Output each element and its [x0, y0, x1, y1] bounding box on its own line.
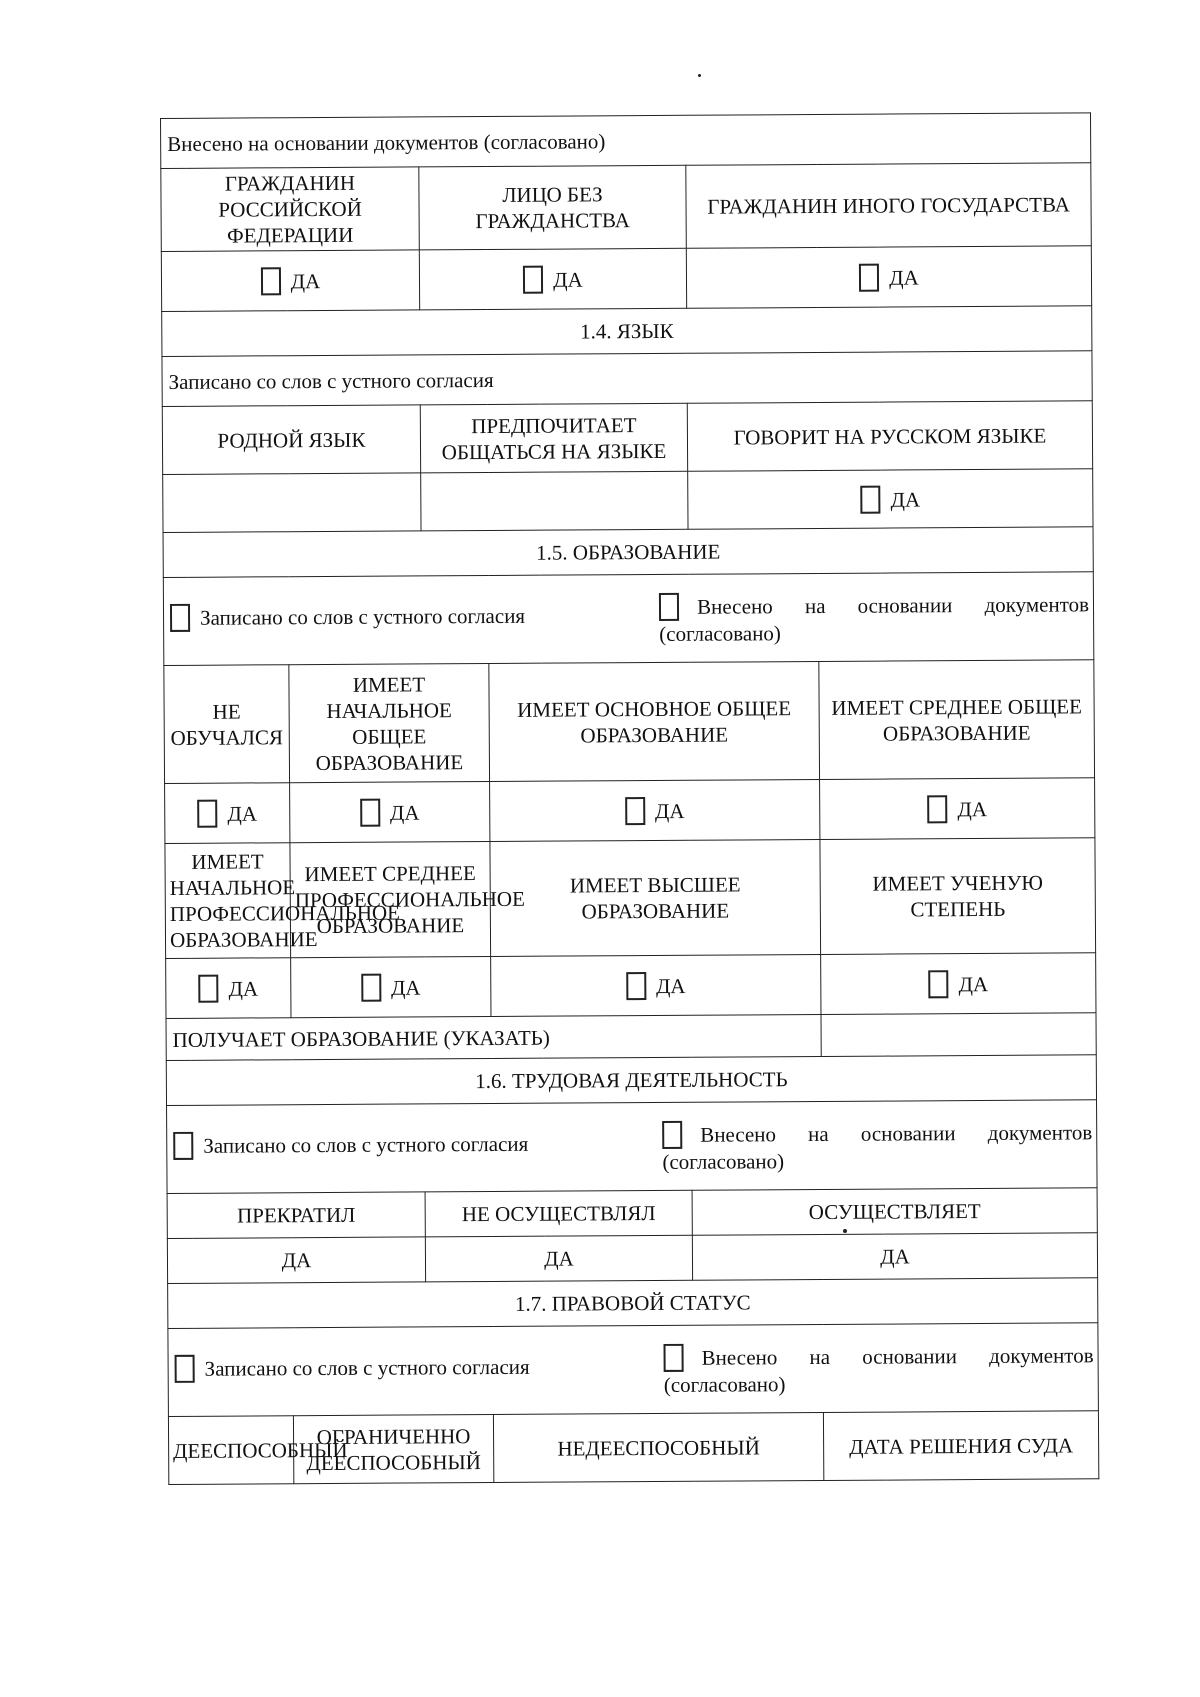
option-speaks-russian — [688, 469, 1093, 529]
header-higher-education: ИМЕЕТ ВЫСШЕЕ ОБРАЗОВАНИЕ — [490, 839, 821, 956]
studying-value[interactable] — [821, 1013, 1096, 1057]
option-higher-education — [491, 954, 821, 1016]
section-title-legal-status: 1.7. ПРАВОВОЙ СТАТУС — [168, 1278, 1098, 1329]
option-primary-vocational — [166, 958, 291, 1019]
option-secondary-general — [820, 778, 1095, 840]
checkbox-documents-consent[interactable] — [662, 1120, 682, 1148]
checkbox[interactable] — [927, 795, 947, 823]
section-title-work: 1.6. ТРУДОВАЯ ДЕЯТЕЛЬНОСТЬ — [166, 1055, 1096, 1106]
checkbox-documents-consent[interactable] — [664, 1343, 684, 1371]
header-never-worked: НЕ ОСУЩЕСТВЛЯЛ — [425, 1190, 692, 1237]
option-primary-general — [290, 781, 490, 842]
checkbox-oral-consent[interactable] — [175, 1354, 195, 1382]
docs-consent-tail: (согласовано) — [663, 1371, 786, 1397]
yes-label: ДА — [890, 487, 921, 512]
docs-consent-word: Внесено — [696, 593, 773, 619]
scan-speck — [698, 74, 701, 77]
docs-consent-word: основании — [862, 1343, 958, 1369]
oral-consent-label: Записано со слов с устного согласия — [203, 1131, 529, 1158]
yes-label: ДА — [655, 973, 686, 999]
option-foreign-citizen — [686, 246, 1091, 308]
header-court-decision-date: ДАТА РЕШЕНИЯ СУДА — [823, 1411, 1098, 1481]
yes-label: ДА — [889, 265, 919, 290]
docs-consent-word: документов — [984, 591, 1090, 617]
header-basic-general: ИМЕЕТ ОСНОВНОЕ ОБЩЕЕ ОБРАЗОВАНИЕ — [489, 661, 820, 781]
checkbox-oral-consent[interactable] — [173, 1131, 193, 1159]
registration-form — [160, 112, 1099, 1485]
yes-label: ДА — [958, 972, 989, 997]
citizenship-basis: Внесено на основании документов (согласовано) — [161, 113, 1091, 169]
header-stopped-working: ПРЕКРАТИЛ — [167, 1192, 425, 1239]
yes-label: ДА — [228, 976, 259, 1001]
checkbox[interactable] — [523, 266, 543, 294]
docs-consent-word: документов — [987, 1119, 1093, 1145]
header-preferred-language: ПРЕДПОЧИТАЕТ ОБЩАТЬСЯ НА ЯЗЫКЕ — [420, 403, 687, 473]
checkbox[interactable] — [261, 267, 281, 295]
language-basis: Записано со слов с устного согласия — [162, 351, 1092, 407]
header-foreign-citizen: ГРАЖДАНИН ИНОГО ГОСУДАРСТВА — [686, 163, 1092, 248]
header-primary-vocational: ИМЕЕТ НАЧАЛЬНОЕ ПРОФЕССИОНАЛЬНОЕ ОБРАЗОВАНИЕ — [165, 843, 291, 959]
checkbox[interactable] — [360, 799, 380, 827]
work-consent-row — [167, 1100, 1098, 1194]
option-academic-degree — [821, 953, 1096, 1015]
section-title-education: 1.5. ОБРАЗОВАНИЕ — [163, 527, 1093, 578]
yes-label: ДА — [290, 269, 321, 294]
yes-label: ДА — [389, 800, 420, 825]
yes-label: ДА — [957, 797, 988, 822]
studying-label: ПОЛУЧАЕТ ОБРАЗОВАНИЕ (УКАЗАТЬ) — [166, 1014, 821, 1060]
header-limited-capacity: ОГРАНИЧЕННО ДЕЕСПОСОБНЫЙ — [293, 1414, 493, 1483]
section-title-language: 1.4. ЯЗЫК — [162, 306, 1092, 357]
checkbox[interactable] — [197, 800, 217, 828]
docs-consent-word: на — [808, 1121, 829, 1146]
docs-consent-word: основании — [860, 1120, 956, 1146]
checkbox[interactable] — [928, 970, 948, 998]
checkbox[interactable] — [859, 264, 879, 292]
header-secondary-general: ИМЕЕТ СРЕДНЕЕ ОБЩЕЕ ОБРАЗОВАНИЕ — [819, 660, 1095, 780]
header-capable: ДЕЕСПОСОБНЫЙ — [168, 1416, 293, 1485]
checkbox-oral-consent[interactable] — [170, 603, 190, 631]
docs-consent-word: документов — [989, 1342, 1094, 1368]
docs-consent-tail: (согласовано) — [662, 1148, 785, 1174]
option-working[interactable]: ДА — [692, 1233, 1097, 1280]
docs-consent-word: основании — [857, 592, 953, 618]
header-working: ОСУЩЕСТВЛЯЕТ — [692, 1188, 1097, 1235]
yes-label: ДА — [654, 798, 685, 824]
yes-label: ДА — [227, 801, 258, 826]
oral-consent-label: Записано со слов с устного согласия — [204, 1354, 530, 1381]
checkbox[interactable] — [626, 972, 646, 1000]
scan-speck — [843, 1229, 847, 1233]
checkbox[interactable] — [861, 486, 881, 514]
yes-label: ДА — [553, 267, 583, 292]
option-no-education — [165, 783, 290, 844]
checkbox-documents-consent[interactable] — [659, 592, 679, 620]
docs-consent-word: Внесено — [700, 1121, 777, 1147]
option-citizen-rf — [161, 250, 419, 312]
checkbox[interactable] — [361, 974, 381, 1002]
header-academic-degree: ИМЕЕТ УЧЕНУЮ СТЕПЕНЬ — [820, 838, 1096, 955]
docs-consent-tail: (согласовано) — [659, 620, 781, 646]
checkbox[interactable] — [198, 975, 218, 1003]
header-incapable: НЕДЕЕСПОСОБНЫЙ — [493, 1412, 823, 1482]
header-citizen-rf: ГРАЖДАНИН РОССИЙСКОЙ ФЕДЕРАЦИИ — [161, 167, 420, 252]
option-stateless — [419, 248, 686, 310]
header-primary-general: ИМЕЕТ НАЧАЛЬНОЕ ОБЩЕЕ ОБРАЗОВАНИЕ — [289, 664, 490, 783]
docs-consent-word: Внесено — [701, 1344, 778, 1370]
header-no-education: НЕ ОБУЧАЛСЯ — [164, 665, 290, 784]
option-basic-general — [490, 779, 820, 841]
checkbox[interactable] — [625, 797, 645, 825]
option-stopped-working[interactable]: ДА — [167, 1237, 425, 1284]
legal-consent-row — [168, 1323, 1099, 1417]
header-speaks-russian: ГОВОРИТ НА РУССКОМ ЯЗЫКЕ — [687, 401, 1092, 471]
native-language-value[interactable] — [163, 473, 421, 533]
oral-consent-label: Записано со слов с устного согласия — [199, 603, 526, 630]
yes-label: ДА — [390, 975, 421, 1000]
docs-consent-word: на — [809, 1344, 831, 1369]
docs-consent-word: на — [804, 593, 826, 618]
option-secondary-vocational — [291, 956, 491, 1017]
header-native-language: РОДНОЙ ЯЗЫК — [162, 405, 420, 475]
preferred-language-value[interactable] — [421, 471, 688, 531]
option-never-worked[interactable]: ДА — [425, 1235, 692, 1282]
education-consent-row — [163, 572, 1094, 666]
header-stateless: ЛИЦО БЕЗ ГРАЖДАНСТВА — [419, 165, 687, 250]
header-secondary-vocational: ИМЕЕТ СРЕДНЕЕ ПРОФЕССИОНАЛЬНОЕ ОБРАЗОВАНИЕ — [290, 841, 491, 957]
